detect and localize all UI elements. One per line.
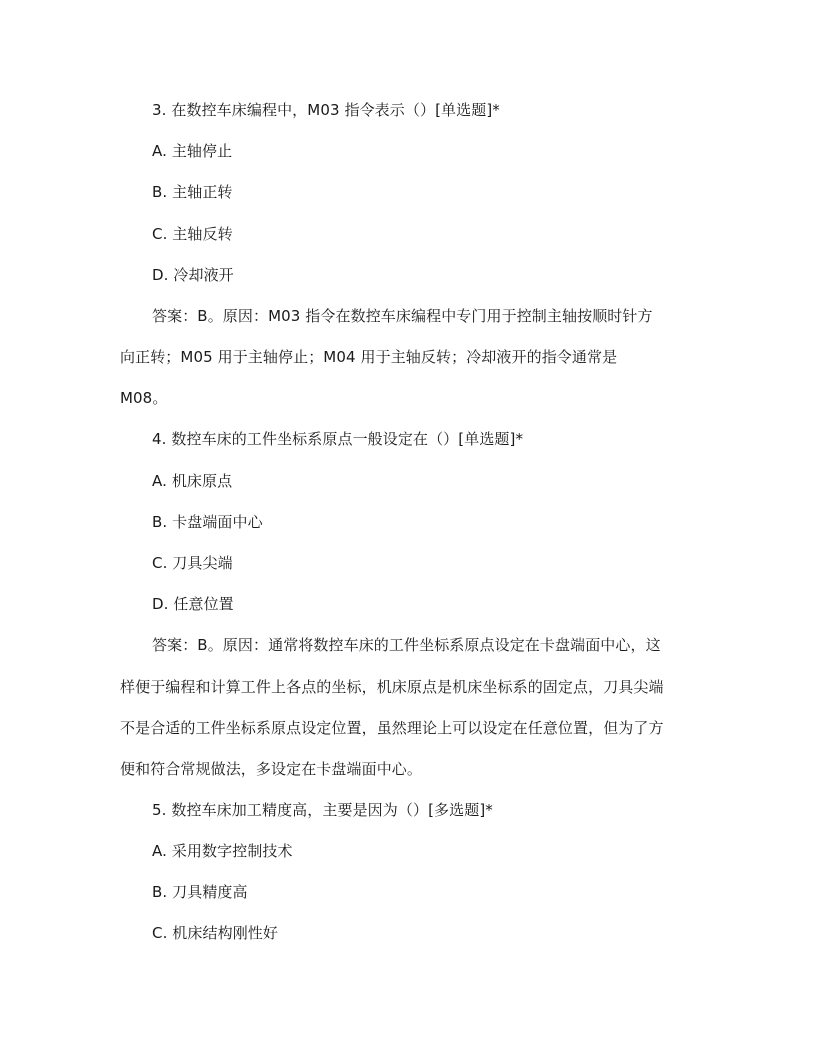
option-d: D. 任意位置 xyxy=(152,595,234,613)
answer-explanation: 样便于编程和计算工件上各点的坐标，机床原点是机床坐标系的固定点，刀具尖端 xyxy=(120,678,664,696)
question-stem: 5. 数控车床加工精度高，主要是因为（）[多选题]* xyxy=(152,801,493,819)
option-c: C. 主轴反转 xyxy=(152,225,233,243)
question-stem: 4. 数控车床的工件坐标系原点一般设定在（）[单选题]* xyxy=(152,430,524,448)
option-a: A. 主轴停止 xyxy=(152,142,233,160)
option-b: B. 刀具精度高 xyxy=(152,883,248,901)
option-c: C. 刀具尖端 xyxy=(152,554,233,572)
option-c: C. 机床结构刚性好 xyxy=(152,924,279,942)
option-d: D. 冷却液开 xyxy=(152,266,234,284)
option-a: A. 机床原点 xyxy=(152,472,233,490)
answer-explanation: 便和符合常规做法，多设定在卡盘端面中心。 xyxy=(120,760,423,778)
option-b: B. 主轴正转 xyxy=(152,183,233,201)
question-stem: 3. 在数控车床编程中，M03 指令表示（）[单选题]* xyxy=(152,101,500,119)
option-a: A. 采用数字控制技术 xyxy=(152,842,293,860)
option-b: B. 卡盘端面中心 xyxy=(152,513,263,531)
answer-explanation: M08。 xyxy=(120,389,168,407)
answer-explanation: 答案：B。原因：M03 指令在数控车床编程中专门用于控制主轴按顺时针方 xyxy=(152,307,653,325)
answer-explanation: 答案：B。原因：通常将数控车床的工件坐标系原点设定在卡盘端面中心，这 xyxy=(152,636,661,654)
answer-explanation: 不是合适的工件坐标系原点设定位置，虽然理论上可以设定在任意位置，但为了方 xyxy=(120,719,664,737)
answer-explanation: 向正转；M05 用于主轴停止；M04 用于主轴反转；冷却液开的指令通常是 xyxy=(120,348,618,366)
